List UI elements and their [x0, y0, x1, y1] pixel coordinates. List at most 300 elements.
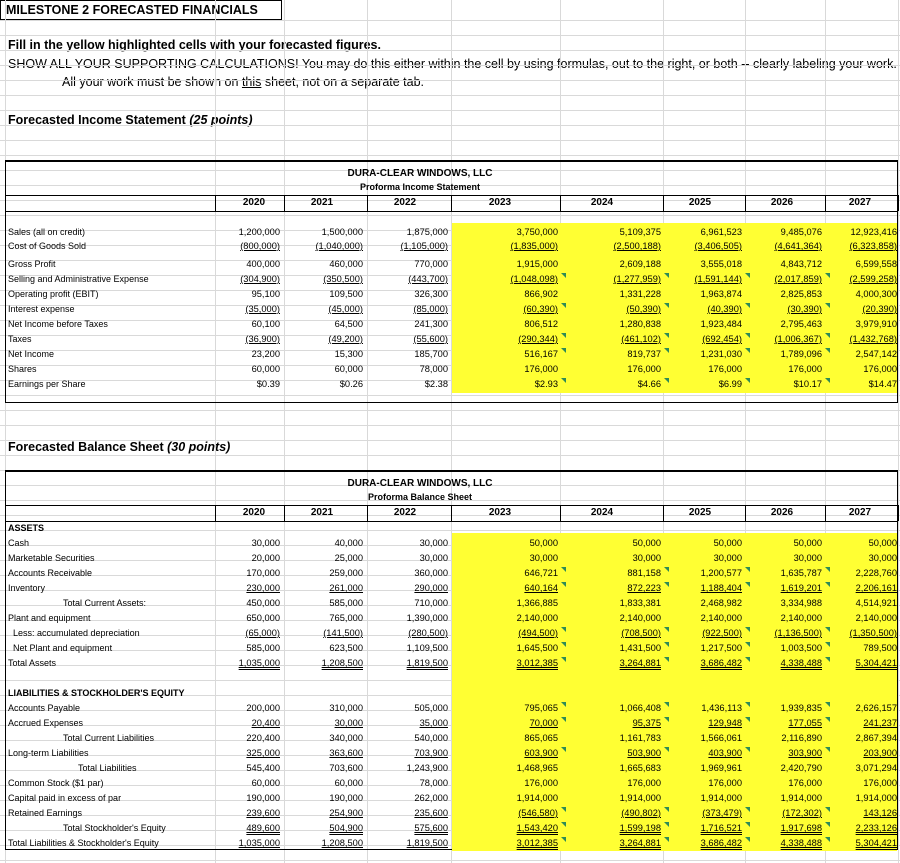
table-cell[interactable]: (2,017,859) [774, 274, 822, 284]
table-cell[interactable]: 326,300 [414, 289, 448, 299]
table-cell[interactable]: 3,979,910 [855, 319, 897, 329]
year-header-2021: 2021 [310, 197, 334, 208]
balance-header-divider [560, 505, 561, 521]
table-cell[interactable]: 340,000 [329, 733, 363, 743]
table-cell[interactable]: 5,304,421 [855, 658, 897, 668]
table-cell[interactable]: (2,500,188) [613, 241, 661, 251]
table-cell[interactable]: (85,000) [413, 304, 448, 314]
table-cell[interactable]: (49,200) [328, 334, 363, 344]
instruction-text-1: Fill in the yellow highlighted cells with your forecasted figures. [8, 38, 381, 52]
table-cell[interactable]: (20,390) [862, 304, 897, 314]
table-cell[interactable]: 710,000 [414, 598, 448, 608]
table-cell[interactable]: 30,000 [868, 553, 897, 563]
table-cell[interactable]: 50,000 [793, 538, 822, 548]
table-cell[interactable]: 3,264,881 [619, 838, 661, 848]
table-cell[interactable]: (1,591,144) [694, 274, 742, 284]
table-cell[interactable]: 1,914,000 [700, 793, 742, 803]
balance-subtitle: Proforma Balance Sheet [367, 492, 473, 502]
table-cell[interactable]: 2,867,394 [855, 733, 897, 743]
table-cell[interactable]: (280,500) [408, 628, 448, 638]
table-cell[interactable]: 60,000 [251, 364, 280, 374]
table-cell[interactable]: 1,819,500 [406, 658, 448, 668]
year-header-2027: 2027 [848, 507, 872, 518]
table-cell[interactable]: 1,599,198 [619, 823, 661, 833]
table-cell[interactable]: 505,000 [414, 703, 448, 713]
table-cell[interactable]: 230,000 [246, 583, 280, 593]
table-cell[interactable]: 865,065 [524, 733, 558, 743]
formula-marker-icon [561, 348, 566, 353]
table-cell[interactable]: (45,000) [328, 304, 363, 314]
table-cell[interactable]: (350,500) [323, 274, 363, 284]
table-cell[interactable]: 2,468,982 [700, 598, 742, 608]
table-cell[interactable]: 203,900 [863, 748, 897, 758]
table-cell[interactable]: 1,914,000 [855, 793, 897, 803]
table-cell[interactable]: 12,923,416 [850, 227, 897, 237]
table-cell[interactable]: 585,000 [246, 643, 280, 653]
table-cell[interactable]: 360,000 [414, 568, 448, 578]
table-cell[interactable]: $0.26 [339, 379, 363, 389]
table-cell[interactable]: 176,000 [708, 778, 742, 788]
table-cell[interactable]: 2,233,126 [855, 823, 897, 833]
table-cell[interactable]: 866,902 [524, 289, 558, 299]
table-cell[interactable]: 789,500 [863, 643, 897, 653]
grid-column-line [898, 0, 899, 863]
table-cell[interactable]: 176,000 [524, 364, 558, 374]
table-cell[interactable]: 30,000 [793, 553, 822, 563]
row-label: Selling and Administrative Expense [8, 274, 149, 284]
grid-row-line [0, 35, 900, 36]
table-cell[interactable]: 290,000 [414, 583, 448, 593]
table-cell[interactable]: 363,600 [329, 748, 363, 758]
row-label: Total Assets [8, 658, 57, 668]
table-cell[interactable]: 1,500,000 [321, 227, 363, 237]
table-cell[interactable]: 1,716,521 [700, 823, 742, 833]
balance-section-title [8, 440, 230, 454]
table-cell[interactable]: 450,000 [246, 598, 280, 608]
table-cell[interactable]: 1,939,835 [780, 703, 822, 713]
table-cell[interactable]: 2,140,000 [619, 613, 661, 623]
table-cell[interactable]: 190,000 [329, 793, 363, 803]
row-label: Total Stockholder's Equity [63, 823, 166, 833]
table-cell[interactable]: 1,431,500 [619, 643, 661, 653]
table-cell[interactable]: (1,048,098) [510, 274, 558, 284]
table-cell[interactable]: (708,500) [621, 628, 661, 638]
income-subtitle: Proforma Income Statement [359, 182, 481, 192]
table-cell[interactable]: 30,000 [251, 538, 280, 548]
table-cell[interactable]: 1,035,000 [238, 658, 280, 668]
table-cell[interactable]: (40,390) [707, 304, 742, 314]
table-cell[interactable]: 623,500 [329, 643, 363, 653]
table-cell[interactable]: (1,136,500) [774, 628, 822, 638]
table-cell[interactable]: 64,500 [334, 319, 363, 329]
row-label: Cash [8, 538, 30, 548]
table-cell[interactable]: (922,500) [702, 628, 742, 638]
balance-section-label: Forecasted Balance Sheet [8, 440, 164, 454]
table-cell[interactable]: $2.93 [534, 379, 558, 389]
table-cell[interactable]: 325,000 [246, 748, 280, 758]
table-cell[interactable]: 2,547,142 [855, 349, 897, 359]
instruction-line-3 [62, 75, 424, 89]
table-cell[interactable]: 516,167 [524, 349, 558, 359]
table-cell[interactable]: 4,338,488 [780, 658, 822, 668]
table-cell[interactable]: 4,514,921 [855, 598, 897, 608]
table-cell[interactable]: 1,566,061 [700, 733, 742, 743]
table-cell[interactable]: 70,000 [529, 718, 558, 728]
table-cell[interactable]: (1,835,000) [510, 241, 558, 251]
balance-header-divider [215, 505, 216, 521]
table-cell[interactable]: (290,344) [518, 334, 558, 344]
table-cell[interactable]: 185,700 [414, 349, 448, 359]
table-cell[interactable]: 35,000 [419, 718, 448, 728]
table-cell[interactable]: 585,000 [329, 598, 363, 608]
table-cell[interactable]: 400,000 [246, 259, 280, 269]
liabilities-header: LIABILITIES & STOCKHOLDER'S EQUITY [8, 688, 185, 698]
table-cell[interactable]: 1,914,000 [619, 793, 661, 803]
table-cell[interactable]: 95,375 [632, 718, 661, 728]
table-cell[interactable]: $14.47 [868, 379, 897, 389]
formula-marker-icon [561, 627, 566, 632]
table-cell[interactable]: (50,390) [626, 304, 661, 314]
table-cell[interactable]: (494,500) [518, 628, 558, 638]
year-header-2024: 2024 [590, 507, 614, 518]
table-cell[interactable]: 60,000 [251, 778, 280, 788]
assets-header: ASSETS [8, 523, 45, 533]
table-cell[interactable]: 4,338,488 [780, 838, 822, 848]
table-cell[interactable]: (490,802) [621, 808, 661, 818]
income-header-divider [560, 195, 561, 211]
table-cell[interactable]: 9,485,076 [780, 227, 822, 237]
balance-header-divider [284, 505, 285, 521]
table-cell[interactable]: $2.38 [424, 379, 448, 389]
table-cell[interactable]: 2,140,000 [516, 613, 558, 623]
table-cell[interactable]: 1,243,900 [406, 763, 448, 773]
formula-marker-icon [561, 642, 566, 647]
year-header-2022: 2022 [393, 197, 417, 208]
table-cell[interactable]: 15,300 [334, 349, 363, 359]
table-cell[interactable]: 3,264,881 [619, 658, 661, 668]
table-cell[interactable]: 241,300 [414, 319, 448, 329]
table-cell[interactable]: 575,600 [414, 823, 448, 833]
table-cell[interactable]: 262,000 [414, 793, 448, 803]
table-cell[interactable]: 220,400 [246, 733, 280, 743]
table-cell[interactable]: 109,500 [329, 289, 363, 299]
table-cell[interactable]: 806,512 [524, 319, 558, 329]
table-cell[interactable]: $6.99 [718, 379, 742, 389]
table-cell[interactable]: 3,012,385 [516, 838, 558, 848]
table-cell[interactable]: 460,000 [329, 259, 363, 269]
row-label: Accrued Expenses [8, 718, 84, 728]
table-cell[interactable]: 1,963,874 [700, 289, 742, 299]
table-cell[interactable]: 143,126 [863, 808, 897, 818]
table-cell[interactable]: $10.17 [793, 379, 822, 389]
table-cell[interactable]: 2,140,000 [700, 613, 742, 623]
table-cell[interactable]: 176,000 [627, 364, 661, 374]
table-cell[interactable]: 5,304,421 [855, 838, 897, 848]
table-cell[interactable]: 545,400 [246, 763, 280, 773]
table-cell[interactable]: 254,900 [329, 808, 363, 818]
table-cell[interactable]: 1,543,420 [516, 823, 558, 833]
table-cell[interactable]: 30,000 [529, 553, 558, 563]
table-cell[interactable]: 1,468,965 [516, 763, 558, 773]
instruction-text-3a: All your work must be shown on [62, 75, 242, 89]
table-cell[interactable]: 603,900 [524, 748, 558, 758]
table-cell[interactable]: 3,334,988 [780, 598, 822, 608]
table-cell[interactable]: (800,000) [240, 241, 280, 251]
table-cell[interactable]: (546,580) [518, 808, 558, 818]
row-label: Net Income [8, 349, 55, 359]
table-cell[interactable]: 1,200,000 [238, 227, 280, 237]
table-cell[interactable]: (1,040,000) [315, 241, 363, 251]
table-cell[interactable]: 1,789,096 [780, 349, 822, 359]
table-cell[interactable]: 3,686,482 [700, 658, 742, 668]
table-cell[interactable]: 190,000 [246, 793, 280, 803]
table-cell[interactable]: 177,055 [788, 718, 822, 728]
table-cell[interactable]: (1,350,500) [849, 628, 897, 638]
formula-marker-icon [561, 333, 566, 338]
table-cell[interactable]: 3,071,294 [855, 763, 897, 773]
table-cell[interactable]: 2,420,790 [780, 763, 822, 773]
table-cell[interactable]: (141,500) [323, 628, 363, 638]
table-cell[interactable]: 703,600 [329, 763, 363, 773]
table-cell[interactable]: (6,323,858) [849, 241, 897, 251]
table-cell[interactable]: (1,432,768) [849, 334, 897, 344]
table-cell[interactable]: 650,000 [246, 613, 280, 623]
table-cell[interactable]: 2,795,463 [780, 319, 822, 329]
table-cell[interactable]: 303,900 [788, 748, 822, 758]
grid-row-line [0, 440, 900, 441]
table-cell[interactable]: 176,000 [708, 364, 742, 374]
table-cell[interactable]: 540,000 [414, 733, 448, 743]
table-cell[interactable]: 795,065 [524, 703, 558, 713]
formula-marker-icon [561, 567, 566, 572]
table-cell[interactable]: 20,400 [251, 718, 280, 728]
table-cell[interactable]: 5,109,375 [619, 227, 661, 237]
formula-marker-icon [561, 717, 566, 722]
table-cell[interactable]: 25,000 [334, 553, 363, 563]
table-cell[interactable]: 200,000 [246, 703, 280, 713]
table-cell[interactable]: 1,619,201 [780, 583, 822, 593]
row-label: Earnings per Share [8, 379, 86, 389]
table-cell[interactable]: 23,200 [251, 349, 280, 359]
grid-row-line [0, 125, 900, 126]
table-cell[interactable]: 176,000 [788, 364, 822, 374]
table-cell[interactable]: 1,436,113 [701, 703, 742, 713]
table-cell[interactable]: 78,000 [419, 364, 448, 374]
balance-top-rule [5, 470, 898, 472]
table-cell[interactable]: 2,140,000 [855, 613, 897, 623]
table-cell[interactable]: 1,366,885 [516, 598, 558, 608]
table-cell[interactable]: 1,066,408 [619, 703, 661, 713]
table-cell[interactable]: $4.66 [637, 379, 661, 389]
table-cell[interactable]: 872,223 [627, 583, 661, 593]
table-cell[interactable]: 60,000 [334, 778, 363, 788]
table-cell[interactable]: 95,100 [251, 289, 280, 299]
table-cell[interactable]: 50,000 [713, 538, 742, 548]
grid-row-line [0, 455, 900, 456]
table-cell[interactable]: (4,641,364) [774, 241, 822, 251]
table-cell[interactable]: (65,000) [245, 628, 280, 638]
table-cell[interactable]: 176,000 [524, 778, 558, 788]
table-cell[interactable]: 50,000 [868, 538, 897, 548]
table-cell[interactable]: 1,875,000 [406, 227, 448, 237]
row-label: Net Plant and equipment [13, 643, 113, 653]
table-cell[interactable]: (55,600) [413, 334, 448, 344]
table-cell[interactable]: 239,600 [246, 808, 280, 818]
balance-header-divider [451, 505, 452, 521]
table-cell[interactable]: 646,721 [524, 568, 558, 578]
table-cell[interactable]: (30,390) [787, 304, 822, 314]
table-cell[interactable]: 40,000 [334, 538, 363, 548]
table-cell[interactable]: (461,102) [621, 334, 661, 344]
year-header-2025: 2025 [688, 197, 712, 208]
table-cell[interactable]: 3,012,385 [516, 658, 558, 668]
formula-marker-icon [561, 702, 566, 707]
table-cell[interactable]: 1,665,683 [619, 763, 661, 773]
table-cell[interactable]: 176,000 [627, 778, 661, 788]
table-cell[interactable]: 1,923,484 [700, 319, 742, 329]
table-cell[interactable]: 78,000 [419, 778, 448, 788]
income-header-divider [215, 195, 216, 211]
table-cell[interactable]: 1,231,030 [700, 349, 742, 359]
row-label: Common Stock ($1 par) [8, 778, 104, 788]
table-cell[interactable]: 6,599,558 [855, 259, 897, 269]
table-cell[interactable]: 1,917,698 [780, 823, 822, 833]
table-cell[interactable]: 640,164 [524, 583, 558, 593]
table-cell[interactable]: 2,825,853 [780, 289, 822, 299]
table-cell[interactable]: 1,208,500 [321, 838, 363, 848]
row-label: Less: accumulated depreciation [13, 628, 140, 638]
table-cell[interactable]: $0.39 [256, 379, 280, 389]
table-cell[interactable]: 1,208,500 [321, 658, 363, 668]
table-cell[interactable]: (1,006,367) [774, 334, 822, 344]
table-cell[interactable]: 30,000 [334, 718, 363, 728]
table-cell[interactable]: 176,000 [863, 778, 897, 788]
income-header-divider [898, 195, 899, 211]
table-cell[interactable]: 1,217,500 [700, 643, 742, 653]
table-cell[interactable]: 881,158 [627, 568, 661, 578]
table-cell[interactable]: 1,635,787 [780, 568, 822, 578]
row-label: Capital paid in excess of par [8, 793, 122, 803]
table-cell[interactable]: 4,843,712 [780, 259, 822, 269]
grid-row-line [0, 95, 900, 96]
row-label: Total Current Assets: [63, 598, 147, 608]
table-cell[interactable]: 30,000 [632, 553, 661, 563]
table-cell[interactable]: 3,686,482 [700, 838, 742, 848]
table-cell[interactable]: (692,454) [702, 334, 742, 344]
table-cell[interactable]: 176,000 [863, 364, 897, 374]
table-cell[interactable]: (2,599,258) [849, 274, 897, 284]
table-cell[interactable]: (36,900) [245, 334, 280, 344]
table-cell[interactable]: 503,900 [627, 748, 661, 758]
table-cell[interactable]: 1,109,500 [406, 643, 448, 653]
table-cell[interactable]: 1,280,838 [619, 319, 661, 329]
year-header-2025: 2025 [688, 507, 712, 518]
table-cell[interactable]: (373,479) [702, 808, 742, 818]
table-cell[interactable]: 170,000 [246, 568, 280, 578]
table-cell[interactable]: 1,003,500 [780, 643, 822, 653]
table-cell[interactable]: 2,140,000 [780, 613, 822, 623]
table-cell[interactable]: 235,600 [414, 808, 448, 818]
table-cell[interactable]: 2,626,157 [855, 703, 897, 713]
table-cell[interactable]: 310,000 [329, 703, 363, 713]
table-cell[interactable]: 3,555,018 [700, 259, 742, 269]
grid-row-line [0, 425, 900, 426]
balance-header-divider [663, 505, 664, 521]
income-header-divider [663, 195, 664, 211]
balance-company-name: DURA-CLEAR WINDOWS, LLC [347, 478, 493, 489]
table-cell[interactable]: 403,900 [708, 748, 742, 758]
table-cell[interactable]: 1,200,577 [700, 568, 742, 578]
table-cell[interactable]: (443,700) [408, 274, 448, 284]
table-cell[interactable]: 6,961,523 [700, 227, 742, 237]
table-cell[interactable]: 1,331,228 [619, 289, 661, 299]
table-cell[interactable]: (60,390) [523, 304, 558, 314]
table-cell[interactable]: 770,000 [414, 259, 448, 269]
table-cell[interactable]: 3,750,000 [516, 227, 558, 237]
table-cell[interactable]: (304,900) [240, 274, 280, 284]
formula-marker-icon [561, 837, 566, 842]
table-cell[interactable]: 504,900 [329, 823, 363, 833]
table-cell[interactable]: (172,302) [782, 808, 822, 818]
table-cell[interactable]: (35,000) [245, 304, 280, 314]
table-cell[interactable]: (1,277,959) [613, 274, 661, 284]
table-cell[interactable]: 1,161,783 [619, 733, 661, 743]
table-cell[interactable]: 1,188,404 [700, 583, 742, 593]
table-cell[interactable]: 241,237 [863, 718, 897, 728]
table-cell[interactable]: 1,915,000 [516, 259, 558, 269]
table-cell[interactable]: 129,948 [708, 718, 742, 728]
table-cell[interactable]: 2,228,760 [855, 568, 897, 578]
row-label: Operating profit (EBIT) [8, 289, 99, 299]
table-cell[interactable]: 1,390,000 [406, 613, 448, 623]
table-cell[interactable]: 1,969,961 [700, 763, 742, 773]
formula-marker-icon [561, 807, 566, 812]
table-cell[interactable]: 50,000 [632, 538, 661, 548]
income-points: (25 points) [189, 113, 253, 127]
table-cell[interactable]: 2,116,890 [781, 733, 822, 743]
formula-marker-icon [561, 303, 566, 308]
table-cell[interactable]: 30,000 [419, 538, 448, 548]
table-cell[interactable]: 1,833,381 [619, 598, 661, 608]
table-cell[interactable]: 1,035,000 [238, 838, 280, 848]
table-cell[interactable]: 50,000 [529, 538, 558, 548]
year-header-2020: 2020 [242, 197, 266, 208]
table-cell[interactable]: 261,000 [329, 583, 363, 593]
table-cell[interactable]: 1,914,000 [780, 793, 822, 803]
table-cell[interactable]: (3,406,505) [694, 241, 742, 251]
table-cell[interactable]: 60,100 [251, 319, 280, 329]
table-cell[interactable]: (1,105,000) [400, 241, 448, 251]
table-cell[interactable]: 1,819,500 [406, 838, 448, 848]
table-cell[interactable]: 4,000,300 [855, 289, 897, 299]
table-cell[interactable]: 1,914,000 [516, 793, 558, 803]
table-cell[interactable]: 2,206,161 [855, 583, 897, 593]
table-cell[interactable]: 176,000 [788, 778, 822, 788]
table-cell[interactable]: 703,900 [414, 748, 448, 758]
table-cell[interactable]: 60,000 [334, 364, 363, 374]
table-cell[interactable]: 819,737 [627, 349, 661, 359]
table-cell[interactable]: 259,000 [329, 568, 363, 578]
table-cell[interactable]: 489,600 [246, 823, 280, 833]
table-cell[interactable]: 2,609,188 [619, 259, 661, 269]
table-cell[interactable]: 20,000 [251, 553, 280, 563]
balance-points: (30 points) [167, 440, 231, 454]
table-cell[interactable]: 765,000 [329, 613, 363, 623]
table-cell[interactable]: 30,000 [713, 553, 742, 563]
table-cell[interactable]: 30,000 [419, 553, 448, 563]
row-label: Inventory [8, 583, 46, 593]
table-cell[interactable]: 1,645,500 [516, 643, 558, 653]
